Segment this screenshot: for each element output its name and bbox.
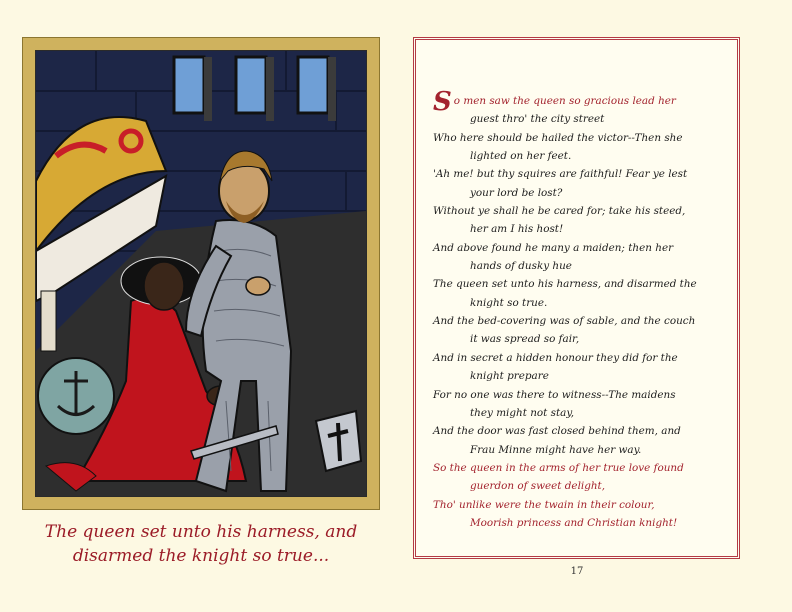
poem-line: Tho' unlike were the twain in their colour, — [433, 498, 655, 511]
poem-line: Frau Minne might have her way. — [470, 443, 642, 456]
caption-line: disarmed the knight so true... — [72, 546, 330, 566]
illustration-frame — [22, 37, 380, 510]
poem-line: her am I his host! — [470, 223, 564, 236]
poem-line — [433, 87, 733, 117]
caption-line: The queen set unto his harness, and — [44, 522, 358, 542]
poem-line: And the bed-covering was of sable, and the couch — [433, 315, 696, 328]
poem-line: Who here should be hailed the victor--Then she — [433, 131, 683, 144]
poem-line: knight so true. — [470, 296, 548, 309]
page-number: 17 — [570, 566, 584, 577]
poem-line: hands of dusky hue — [470, 260, 572, 273]
poem-line: Without ye shall he be cared for; take his steed, — [433, 205, 686, 218]
poem-text — [433, 87, 733, 532]
poem-frame — [413, 37, 740, 559]
poem-line: guest thro' the city street — [470, 113, 605, 126]
poem-line: And in secret a hidden honour they did for the — [433, 351, 678, 364]
poem-line: And the door was fast closed behind them, and — [433, 425, 681, 438]
poem-line: Moorish princess and Christian knight! — [470, 516, 678, 529]
poem-line: 'Ah me! but thy squires are faithful! Fear ye lest — [433, 168, 688, 181]
poem-line: lighted on her feet. — [470, 150, 572, 163]
poem-line: it was spread so fair, — [470, 333, 580, 346]
poem-line: For no one was there to witness--The maidens — [433, 388, 676, 401]
poem-line: The queen set unto his harness, and disarmed the — [433, 278, 697, 291]
poem-line: And above found he many a maiden; then her — [433, 241, 674, 254]
drop-cap: S — [433, 87, 452, 117]
poem-line-text: o men saw the queen so gracious lead her — [453, 95, 676, 107]
poem-line: So the queen in the arms of her true love found — [433, 461, 684, 474]
poem-line: knight prepare — [470, 370, 549, 383]
illustration-drawing — [36, 51, 366, 496]
poem-line: your lord be lost? — [470, 186, 563, 199]
poem-line: they might not stay, — [470, 406, 575, 419]
illustration-caption — [22, 520, 380, 568]
poem-line: guerdon of sweet delight, — [470, 480, 606, 493]
illustration — [35, 50, 367, 497]
